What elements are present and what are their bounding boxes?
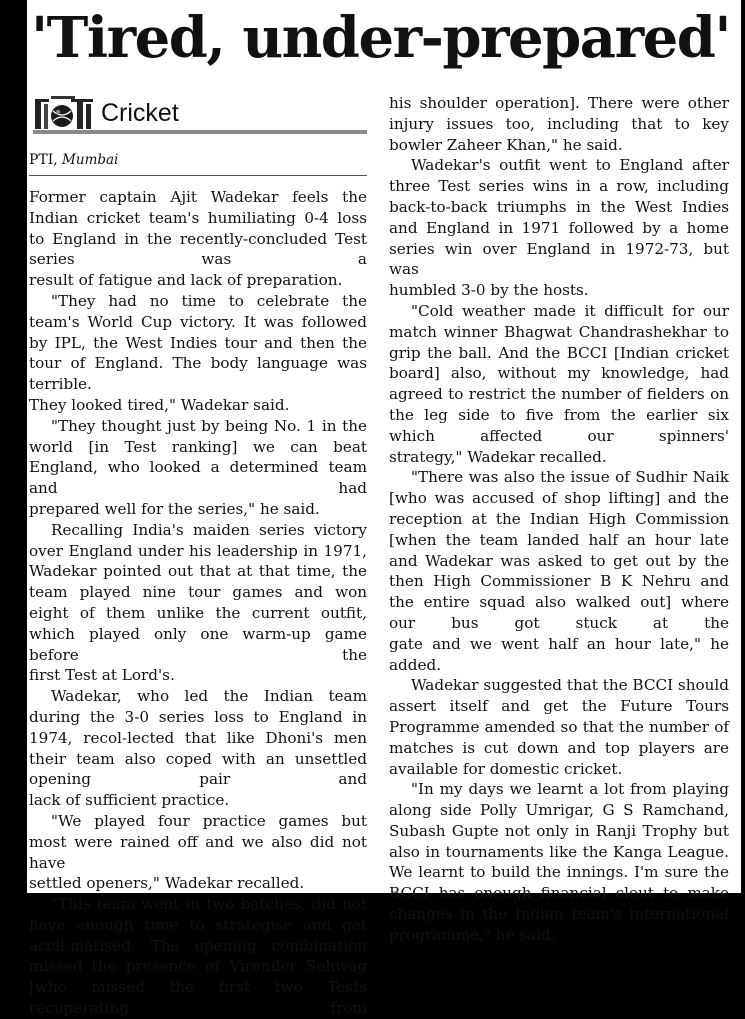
paragraph-end-line: available for domestic cricket. <box>389 759 623 778</box>
paragraph: "In my days we learnt a lot from playing along side Polly Umrigar, G S Ramchand, Subash Gupte not only in Ranji Trophy but also in tournaments like the Kanga League. We learnt to build the innings. I'm sure the BCCI has enough financial clout to make changes in the Indian team's international <box>389 780 729 924</box>
paragraph: Wadekar suggested that the BCCI should assert itself and get the Future Tours Programme amended so that the number of matches is cut down and top players are <box>389 676 730 757</box>
byline-place: Mumbai <box>62 152 119 168</box>
paragraph: Wadekar's outfit went to England after three Test series wins in a row, including back-to-back triumphs in the West Indies and England in 1971 followed by a home series win over England in 1972-73, but was <box>389 156 729 279</box>
paragraph: Wadekar, who led the Indian team during the 3-0 series loss to England in 1974, recol-lected that like Dhoni's men their team also coped with an unsettled opening pair and <box>29 687 367 789</box>
paragraph-end-line: settled openers," Wadekar recalled. <box>29 874 305 893</box>
section-header <box>33 92 367 134</box>
paragraph-end-line: result of fatigue and lack of preparation. <box>29 271 343 290</box>
article-column-1 <box>29 187 367 1019</box>
paragraph-end-line: humbled 3-0 by the hosts. <box>389 281 589 300</box>
paragraph: Former captain Ajit Wadekar feels the Indian cricket team's humiliating 0-4 loss to England in the recently-concluded Test series was a <box>29 188 367 269</box>
paragraph: Recalling India's maiden series victory over England under his leadership in 1971, Wadekar pointed out that at that time, the team played nine tour games and won eight of them unlike the current outfit, which played only one warm-up game before the <box>29 520 367 664</box>
paragraph-end-line: strategy," Wadekar recalled. <box>389 447 607 466</box>
section-divider <box>33 130 367 134</box>
paragraph-end-line: prepared well for the series," he said. <box>29 499 320 518</box>
paragraph: "They had no time to celebrate the team's World Cup victory. It was followed by IPL, the West Indies tour and then the tour of England. The body language was terrible. <box>29 291 367 394</box>
paragraph-end-line: They looked tired," Wadekar said. <box>29 395 290 414</box>
paragraph-end-line: gate and we went half an hour late," he added. <box>389 634 729 674</box>
paragraph: "They thought just by being No. 1 in the world [in Test ranking] we can beat England, who looked a determined team and had <box>29 416 367 498</box>
paragraph-end-line: bowler Zaheer Khan," he said. <box>389 135 623 154</box>
paragraph-end-line: first Test at Lord's. <box>29 666 175 685</box>
byline <box>29 152 118 168</box>
article-column-2 <box>389 93 729 946</box>
paragraph: "We played four practice games but most were rained off and we also did not have <box>29 811 367 872</box>
paragraph: "This team went in two batches, did not have enough time to strategise and get accli-matised. The opening combination missed the presence of Virender Sehwag [who missed the first two Tests recuperating from <box>29 895 367 1018</box>
newspaper-clipping <box>27 0 741 1018</box>
headline: 'Tired, under-prepared' <box>31 5 730 71</box>
byline-divider <box>29 175 367 176</box>
paragraph: his shoulder operation]. There were other injury issues too, including that to key <box>389 94 729 133</box>
paragraph-end-line: programme," he said. <box>389 925 556 944</box>
section-label: Cricket <box>101 99 179 127</box>
paragraph: "Cold weather made it difficult for our match winner Bhagwat Chandrashekhar to grip the ball. And the BCCI [Indian cricket board] also, without my knowledge, had agreed to restrict the number of fielders on the leg side to five from the earlier six which affected our spinners' <box>389 301 729 445</box>
cricket-stumps-ball-icon <box>33 94 95 130</box>
paragraph-end-line: lack of sufficient practice. <box>29 791 230 810</box>
paragraph: "There was also the issue of Sudhir Naik [who was accused of shop lifting] and the reception at the Indian High Commission [when the team landed half an hour late and Wadekar was asked to get out by the then High Commissioner B K Nehru and the entire squad also walked out] where our bus got stuck at the <box>389 468 729 632</box>
byline-agency: PTI, <box>29 152 58 168</box>
